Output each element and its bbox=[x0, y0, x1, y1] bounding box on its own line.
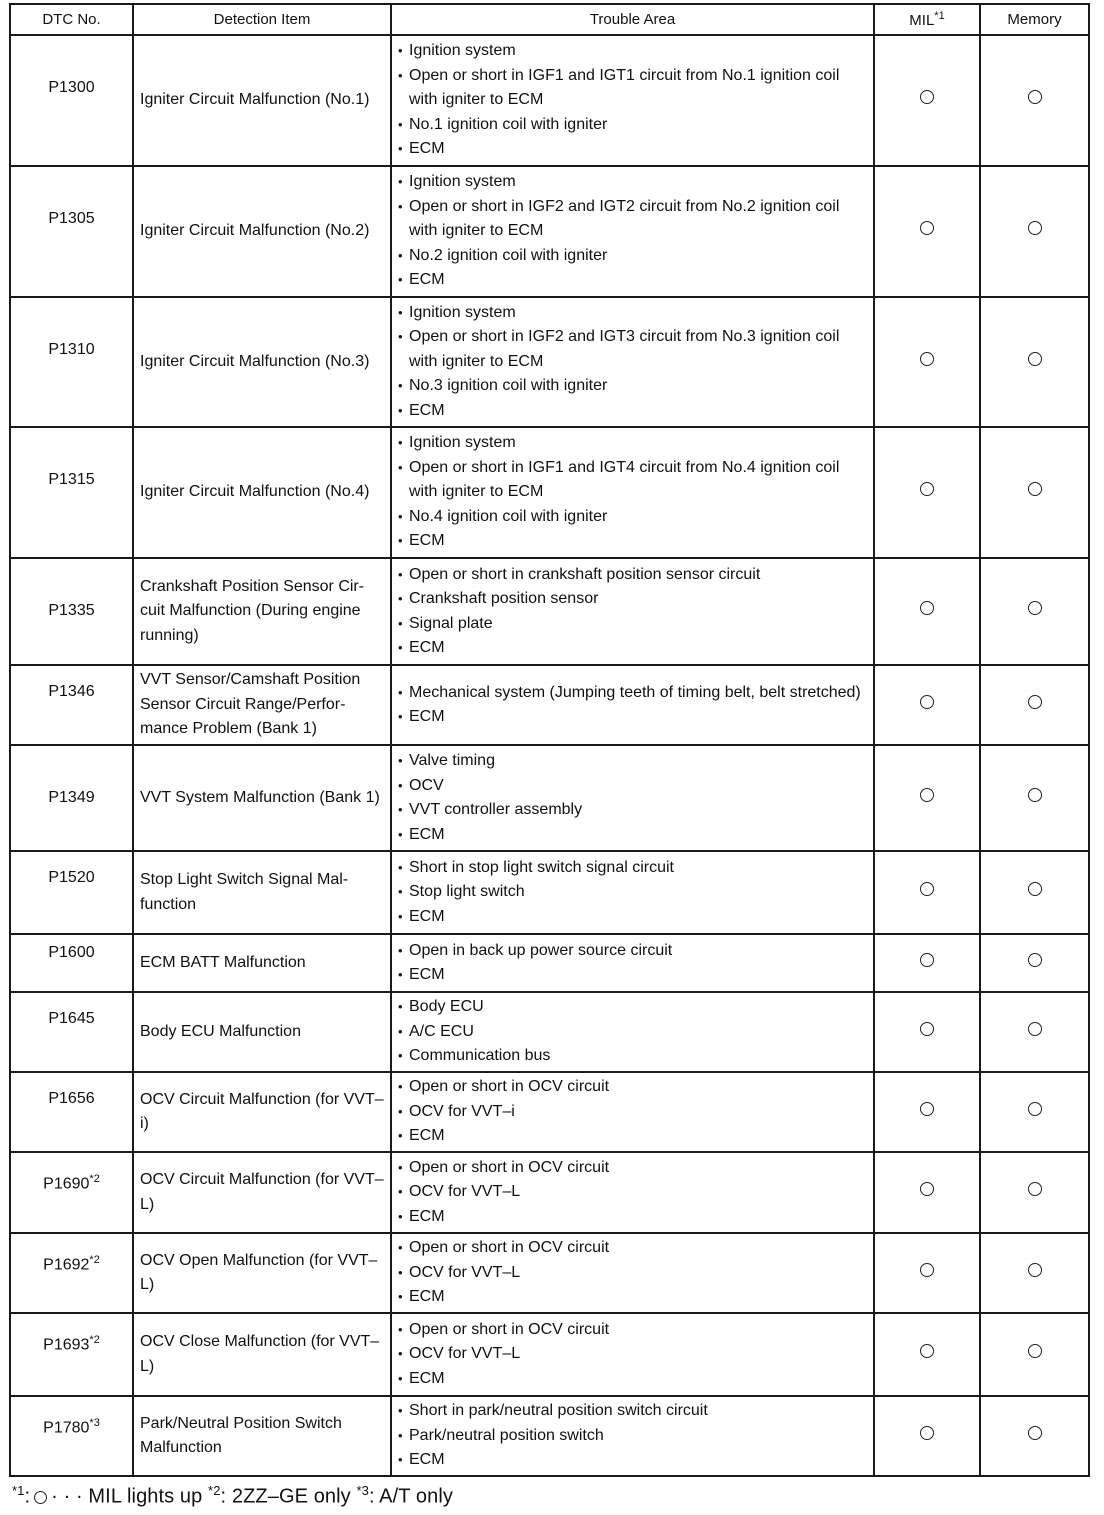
detection-item: Igniter Circuit Malfunction (No.1) bbox=[133, 35, 391, 166]
memory-cell bbox=[980, 1313, 1089, 1396]
dtc-code: P1300 bbox=[48, 79, 95, 96]
trouble-area-cell bbox=[391, 166, 874, 297]
dtc-code-cell bbox=[10, 745, 133, 851]
footnote-1-colon: : bbox=[24, 1485, 31, 1508]
trouble-area-item: • Open or short in OCV circuit bbox=[398, 1156, 867, 1181]
detection-item: Igniter Circuit Malfunction (No.2) bbox=[133, 166, 391, 297]
table-row bbox=[10, 1313, 1089, 1396]
mil-cell bbox=[874, 745, 980, 851]
circle-icon bbox=[920, 695, 934, 709]
table-row bbox=[10, 665, 1089, 745]
trouble-area-list bbox=[398, 1075, 867, 1149]
header-mil-note: *1 bbox=[934, 10, 945, 22]
trouble-area-item: • No.3 ignition coil with igniter bbox=[398, 374, 867, 399]
detection-item: ECM BATT Malfunction bbox=[133, 934, 391, 992]
trouble-area-item: • ECM bbox=[398, 1285, 867, 1310]
trouble-area-item: • OCV for VVT–L bbox=[398, 1261, 867, 1286]
circle-icon bbox=[920, 601, 934, 615]
dtc-code-cell bbox=[10, 851, 133, 934]
circle-icon bbox=[1028, 788, 1042, 802]
dtc-code: P1645 bbox=[48, 1010, 95, 1027]
mil-cell bbox=[874, 166, 980, 297]
header-dtc: DTC No. bbox=[10, 4, 133, 35]
circle-icon bbox=[1028, 352, 1042, 366]
dtc-code-cell bbox=[10, 992, 133, 1072]
trouble-area-item: • Stop light switch bbox=[398, 880, 867, 905]
memory-cell bbox=[980, 1233, 1089, 1313]
trouble-area-cell bbox=[391, 558, 874, 665]
mil-cell bbox=[874, 558, 980, 665]
header-mil bbox=[874, 4, 980, 35]
detection-item: Park/Neutral Position Switch Malfunction bbox=[133, 1396, 391, 1476]
trouble-area-item: • Ignition system bbox=[398, 39, 867, 64]
trouble-area-list bbox=[398, 301, 867, 424]
detection-item: OCV Open Malfunction (for VVT–L) bbox=[133, 1233, 391, 1313]
memory-cell bbox=[980, 558, 1089, 665]
dtc-code: P1600 bbox=[48, 944, 95, 961]
footnote-1-text: · · · MIL lights up bbox=[51, 1485, 203, 1508]
trouble-area-list bbox=[398, 39, 867, 162]
trouble-area-cell bbox=[391, 851, 874, 934]
trouble-area-item: • Ignition system bbox=[398, 431, 867, 456]
trouble-area-item: • Park/neutral position switch bbox=[398, 1424, 867, 1449]
trouble-area-item: • Ignition system bbox=[398, 170, 867, 195]
detection-item: OCV Close Malfunction (for VVT–L) bbox=[133, 1313, 391, 1396]
circle-icon bbox=[920, 953, 934, 967]
mil-cell bbox=[874, 992, 980, 1072]
mil-cell bbox=[874, 934, 980, 992]
circle-icon bbox=[920, 90, 934, 104]
trouble-area-item: • Open or short in OCV circuit bbox=[398, 1318, 867, 1343]
circle-icon bbox=[1028, 1263, 1042, 1277]
trouble-area-item: • No.2 ignition coil with igniter bbox=[398, 244, 867, 269]
table-row bbox=[10, 35, 1089, 166]
trouble-area-list bbox=[398, 431, 867, 554]
footnote-3-text: : A/T only bbox=[368, 1485, 453, 1508]
detection-item: VVT System Malfunction (Bank 1) bbox=[133, 745, 391, 851]
mil-cell bbox=[874, 35, 980, 166]
trouble-area-item: • ECM bbox=[398, 963, 867, 988]
trouble-area-cell bbox=[391, 1313, 874, 1396]
mil-cell bbox=[874, 297, 980, 427]
trouble-area-item: • Open in back up power source circuit bbox=[398, 939, 867, 964]
circle-icon bbox=[920, 1102, 934, 1116]
header-memory: Memory bbox=[980, 4, 1089, 35]
trouble-area-cell bbox=[391, 992, 874, 1072]
circle-icon bbox=[920, 1022, 934, 1036]
circle-icon bbox=[1028, 1102, 1042, 1116]
trouble-area-cell bbox=[391, 1072, 874, 1152]
trouble-area-item: • ECM bbox=[398, 705, 867, 730]
table-row bbox=[10, 297, 1089, 427]
header-trouble-area: Trouble Area bbox=[391, 4, 874, 35]
circle-icon bbox=[1028, 882, 1042, 896]
circle-icon bbox=[920, 1426, 934, 1440]
memory-cell bbox=[980, 745, 1089, 851]
trouble-area-cell bbox=[391, 1233, 874, 1313]
memory-cell bbox=[980, 851, 1089, 934]
trouble-area-item: • OCV for VVT–i bbox=[398, 1100, 867, 1125]
dtc-code-note: *3 bbox=[89, 1417, 100, 1429]
circle-icon bbox=[34, 1491, 47, 1504]
mil-cell bbox=[874, 427, 980, 558]
dtc-code: P1305 bbox=[48, 210, 95, 227]
circle-icon bbox=[920, 882, 934, 896]
circle-icon bbox=[920, 1344, 934, 1358]
trouble-area-item: • No.1 ignition coil with igniter bbox=[398, 113, 867, 138]
dtc-code: P1693 bbox=[43, 1336, 90, 1354]
trouble-area-item: • Body ECU bbox=[398, 995, 867, 1020]
trouble-area-item: • ECM bbox=[398, 1124, 867, 1149]
dtc-code: P1690 bbox=[43, 1175, 90, 1193]
memory-cell bbox=[980, 992, 1089, 1072]
trouble-area-item: • ECM bbox=[398, 636, 867, 661]
circle-icon bbox=[1028, 1344, 1042, 1358]
trouble-area-cell bbox=[391, 1152, 874, 1233]
trouble-area-item: • ECM bbox=[398, 399, 867, 424]
dtc-code-cell bbox=[10, 297, 133, 427]
trouble-area-item: • ECM bbox=[398, 529, 867, 554]
dtc-code-cell bbox=[10, 1072, 133, 1152]
table-row bbox=[10, 1396, 1089, 1476]
mil-cell bbox=[874, 1313, 980, 1396]
mil-cell bbox=[874, 1396, 980, 1476]
dtc-code-cell bbox=[10, 1152, 133, 1233]
circle-icon bbox=[920, 221, 934, 235]
trouble-area-item: • ECM bbox=[398, 137, 867, 162]
mil-cell bbox=[874, 1233, 980, 1313]
table-body bbox=[10, 35, 1089, 1476]
mil-cell bbox=[874, 1152, 980, 1233]
table-row bbox=[10, 1233, 1089, 1313]
dtc-code: P1520 bbox=[48, 869, 95, 886]
memory-cell bbox=[980, 934, 1089, 992]
footnote-1-mark: *1 bbox=[12, 1483, 25, 1498]
dtc-code-cell bbox=[10, 1396, 133, 1476]
dtc-code: P1310 bbox=[48, 341, 95, 358]
memory-cell bbox=[980, 1072, 1089, 1152]
table-row bbox=[10, 851, 1089, 934]
dtc-code: P1656 bbox=[48, 1090, 95, 1107]
trouble-area-item: • Open or short in OCV circuit bbox=[398, 1236, 867, 1261]
memory-cell bbox=[980, 665, 1089, 745]
circle-icon bbox=[1028, 1022, 1042, 1036]
trouble-area-item: • No.4 ignition coil with igniter bbox=[398, 505, 867, 530]
trouble-area-list bbox=[398, 1156, 867, 1230]
trouble-area-item: • VVT controller assembly bbox=[398, 798, 867, 823]
trouble-area-item: • Open or short in IGF2 and IGT2 circuit from No.2 ignition coil with igniter to ECM bbox=[398, 195, 867, 244]
dtc-code-cell bbox=[10, 934, 133, 992]
mil-cell bbox=[874, 665, 980, 745]
table-row bbox=[10, 992, 1089, 1072]
trouble-area-item: • Ignition system bbox=[398, 301, 867, 326]
trouble-area-item: • Open or short in IGF1 and IGT4 circuit from No.4 ignition coil with igniter to ECM bbox=[398, 456, 867, 505]
circle-icon bbox=[920, 788, 934, 802]
memory-cell bbox=[980, 35, 1089, 166]
circle-icon bbox=[1028, 221, 1042, 235]
detection-item: Igniter Circuit Malfunction (No.3) bbox=[133, 297, 391, 427]
dtc-code: P1692 bbox=[43, 1256, 90, 1274]
trouble-area-item: • ECM bbox=[398, 823, 867, 848]
circle-icon bbox=[1028, 601, 1042, 615]
circle-icon bbox=[1028, 90, 1042, 104]
memory-cell bbox=[980, 427, 1089, 558]
header-row bbox=[10, 4, 1089, 35]
dtc-table bbox=[9, 3, 1090, 1477]
memory-cell bbox=[980, 1396, 1089, 1476]
trouble-area-item: • Open or short in OCV circuit bbox=[398, 1075, 867, 1100]
mil-cell bbox=[874, 1072, 980, 1152]
trouble-area-item: • Short in park/neutral position switch circuit bbox=[398, 1399, 867, 1424]
detection-item: Crankshaft Position Sensor Cir-cuit Malfunction (During engine running) bbox=[133, 558, 391, 665]
circle-icon bbox=[920, 352, 934, 366]
dtc-code: P1335 bbox=[48, 602, 95, 619]
header-mil-label: MIL bbox=[909, 12, 935, 29]
trouble-area-item: • A/C ECU bbox=[398, 1020, 867, 1045]
circle-icon bbox=[1028, 482, 1042, 496]
memory-cell bbox=[980, 297, 1089, 427]
trouble-area-item: • Valve timing bbox=[398, 749, 867, 774]
dtc-code: P1315 bbox=[48, 471, 95, 488]
trouble-area-cell bbox=[391, 934, 874, 992]
trouble-area-item: • Crankshaft position sensor bbox=[398, 587, 867, 612]
trouble-area-list bbox=[398, 681, 867, 730]
circle-icon bbox=[920, 482, 934, 496]
memory-cell bbox=[980, 166, 1089, 297]
mil-cell bbox=[874, 851, 980, 934]
detection-item: OCV Circuit Malfunction (for VVT–i) bbox=[133, 1072, 391, 1152]
dtc-code-cell bbox=[10, 558, 133, 665]
trouble-area-list bbox=[398, 856, 867, 930]
trouble-area-item: • Open or short in IGF1 and IGT1 circuit from No.1 ignition coil with igniter to ECM bbox=[398, 64, 867, 113]
dtc-code-note: *2 bbox=[89, 1173, 100, 1185]
dtc-code: P1349 bbox=[48, 789, 95, 806]
trouble-area-item: • Mechanical system (Jumping teeth of timing belt, belt stretched) bbox=[398, 681, 867, 706]
trouble-area-item: • OCV for VVT–L bbox=[398, 1180, 867, 1205]
trouble-area-list bbox=[398, 1399, 867, 1473]
circle-icon bbox=[1028, 1426, 1042, 1440]
trouble-area-list bbox=[398, 995, 867, 1069]
table-row bbox=[10, 166, 1089, 297]
trouble-area-item: • OCV for VVT–L bbox=[398, 1342, 867, 1367]
table-row bbox=[10, 745, 1089, 851]
dtc-code-cell bbox=[10, 427, 133, 558]
detection-item: Body ECU Malfunction bbox=[133, 992, 391, 1072]
dtc-code-cell bbox=[10, 665, 133, 745]
trouble-area-cell bbox=[391, 745, 874, 851]
trouble-area-list bbox=[398, 1318, 867, 1392]
footnote-2-text: : 2ZZ–GE only bbox=[220, 1485, 351, 1508]
circle-icon bbox=[1028, 953, 1042, 967]
trouble-area-item: • Open or short in IGF2 and IGT3 circuit from No.3 ignition coil with igniter to ECM bbox=[398, 325, 867, 374]
dtc-code-note: *2 bbox=[89, 1334, 100, 1346]
trouble-area-item: • ECM bbox=[398, 1367, 867, 1392]
trouble-area-item: • Communication bus bbox=[398, 1044, 867, 1069]
trouble-area-list bbox=[398, 1236, 867, 1310]
detection-item: OCV Circuit Malfunction (for VVT–L) bbox=[133, 1152, 391, 1233]
dtc-code-cell bbox=[10, 166, 133, 297]
dtc-code-cell bbox=[10, 35, 133, 166]
trouble-area-item: • OCV bbox=[398, 774, 867, 799]
dtc-code-note: *2 bbox=[89, 1254, 100, 1266]
footnote-2-mark: *2 bbox=[208, 1483, 221, 1498]
circle-icon bbox=[1028, 1182, 1042, 1196]
trouble-area-cell bbox=[391, 665, 874, 745]
trouble-area-item: • Open or short in crankshaft position sensor circuit bbox=[398, 563, 867, 588]
detection-item: Igniter Circuit Malfunction (No.4) bbox=[133, 427, 391, 558]
trouble-area-list bbox=[398, 749, 867, 847]
trouble-area-cell bbox=[391, 427, 874, 558]
trouble-area-cell bbox=[391, 1396, 874, 1476]
table-row bbox=[10, 934, 1089, 992]
footnote-3-mark: *3 bbox=[356, 1483, 369, 1498]
detection-item: VVT Sensor/Camshaft Position Sensor Circuit Range/Perfor-mance Problem (Bank 1) bbox=[133, 665, 391, 745]
dtc-code-cell bbox=[10, 1233, 133, 1313]
header-detection-item: Detection Item bbox=[133, 4, 391, 35]
circle-icon bbox=[920, 1263, 934, 1277]
trouble-area-list bbox=[398, 939, 867, 988]
trouble-area-item: • ECM bbox=[398, 268, 867, 293]
dtc-code-cell bbox=[10, 1313, 133, 1396]
dtc-code: P1346 bbox=[48, 683, 95, 700]
dtc-code: P1780 bbox=[43, 1419, 90, 1437]
circle-icon bbox=[1028, 695, 1042, 709]
table-row bbox=[10, 1072, 1089, 1152]
trouble-area-item: • ECM bbox=[398, 905, 867, 930]
trouble-area-item: • Short in stop light switch signal circuit bbox=[398, 856, 867, 881]
circle-icon bbox=[920, 1182, 934, 1196]
trouble-area-cell bbox=[391, 35, 874, 166]
memory-cell bbox=[980, 1152, 1089, 1233]
table-row bbox=[10, 427, 1089, 558]
table-row bbox=[10, 558, 1089, 665]
detection-item: Stop Light Switch Signal Mal-function bbox=[133, 851, 391, 934]
trouble-area-cell bbox=[391, 297, 874, 427]
trouble-area-list bbox=[398, 170, 867, 293]
trouble-area-list bbox=[398, 563, 867, 661]
footnote bbox=[12, 1483, 453, 1509]
trouble-area-item: • ECM bbox=[398, 1448, 867, 1473]
trouble-area-item: • ECM bbox=[398, 1205, 867, 1230]
trouble-area-item: • Signal plate bbox=[398, 612, 867, 637]
table-row bbox=[10, 1152, 1089, 1233]
